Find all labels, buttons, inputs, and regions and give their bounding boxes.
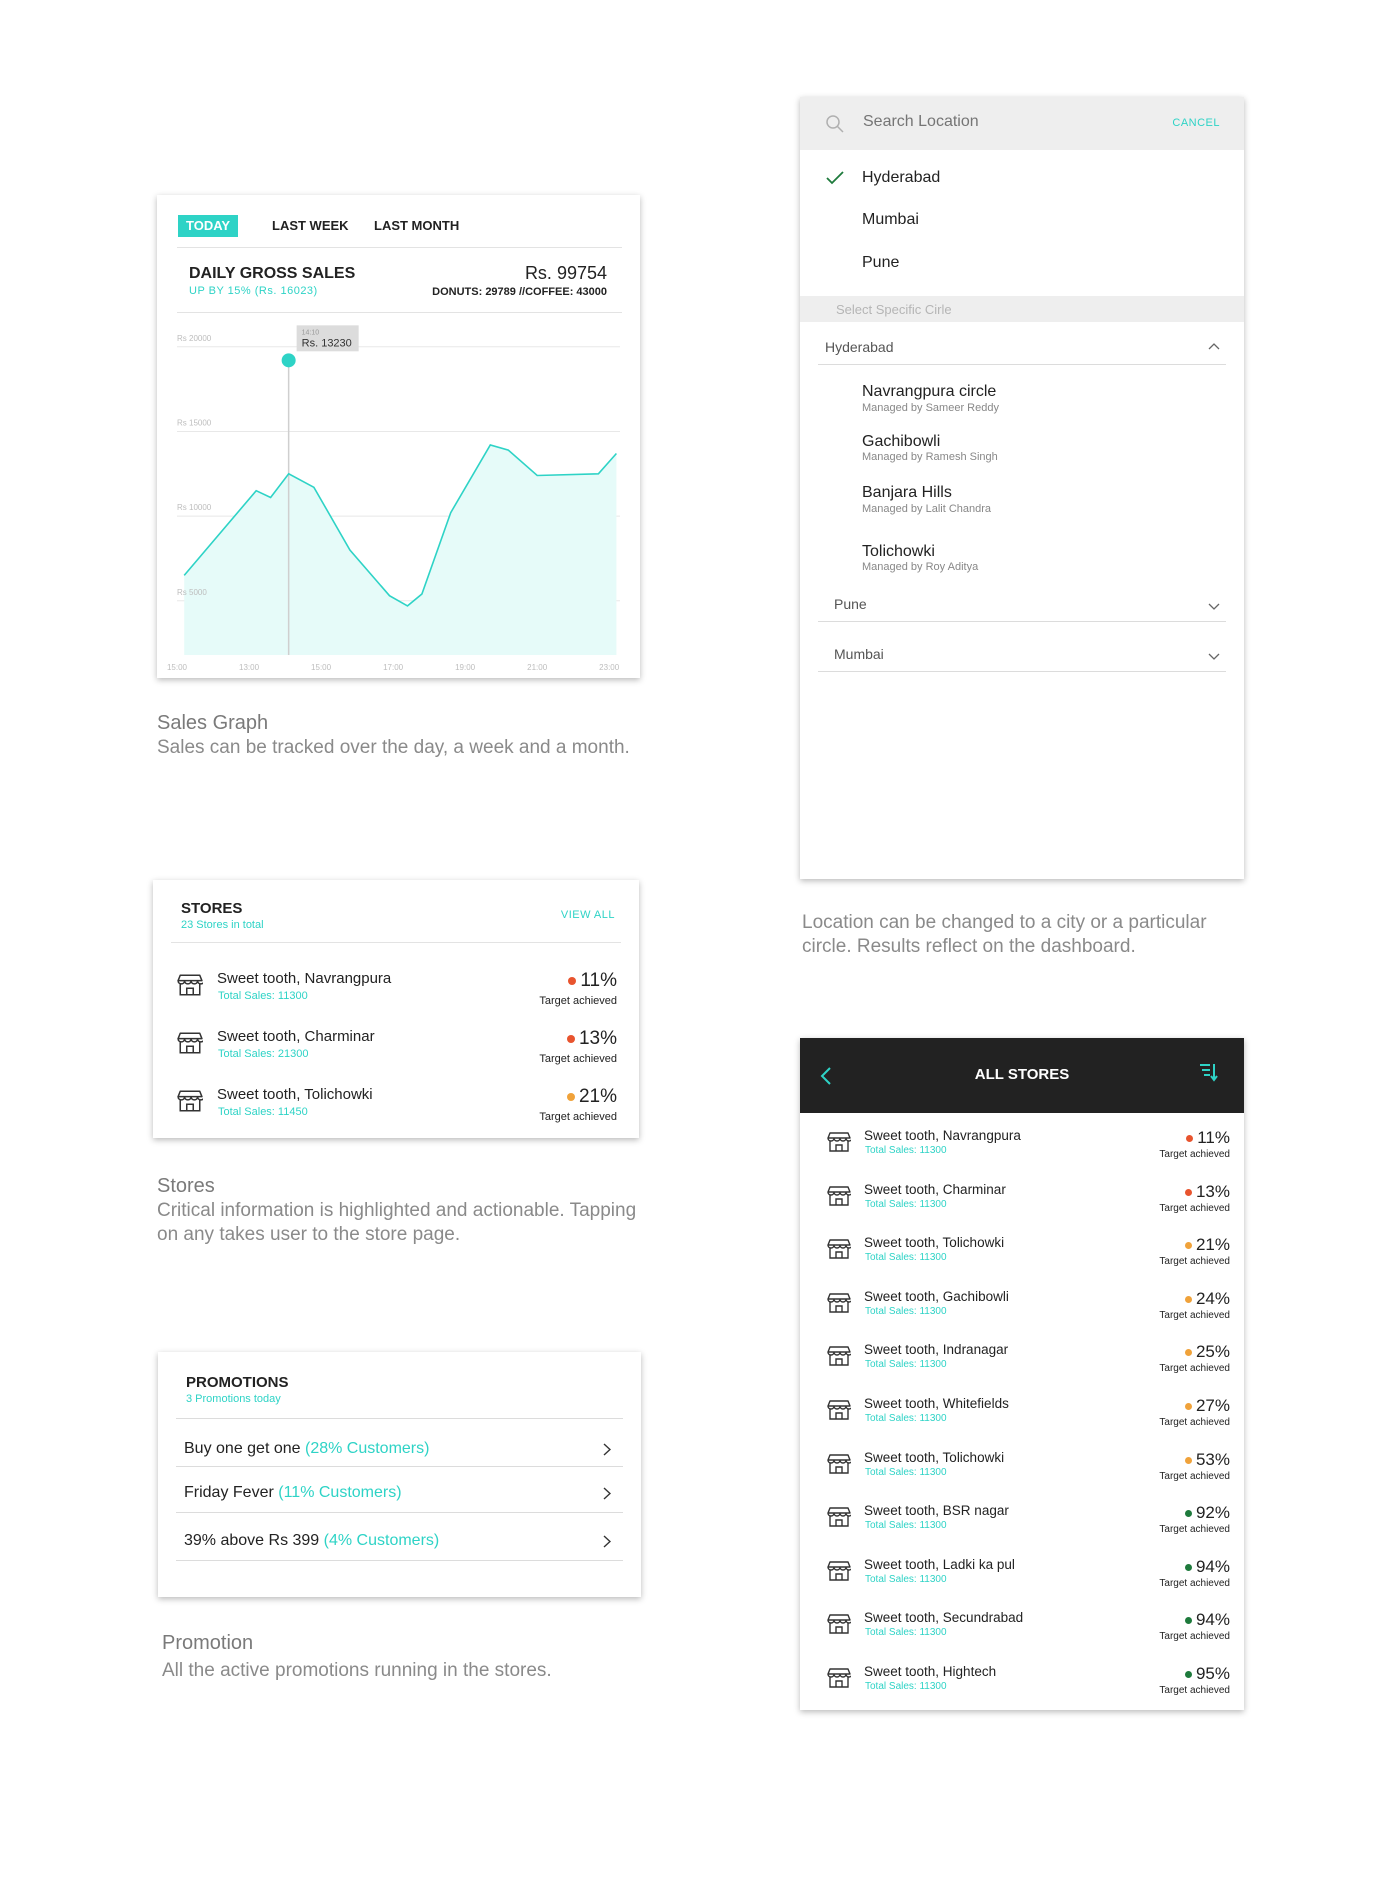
status-dot bbox=[1185, 1242, 1192, 1249]
store-row[interactable] bbox=[827, 1664, 1230, 1714]
target-status: Target achieved bbox=[1159, 1363, 1230, 1375]
store-row[interactable] bbox=[827, 1610, 1230, 1660]
promotion-caption-body: All the active promotions running in the stores. bbox=[162, 1660, 552, 1681]
store-name: Sweet tooth, Tolichowki bbox=[864, 1449, 1005, 1465]
store-name: Sweet tooth, Indranagar bbox=[864, 1342, 1009, 1358]
circle-item-name[interactable]: Navrangpura circle bbox=[862, 383, 997, 400]
target-status: Target achieved bbox=[1159, 1149, 1230, 1160]
sales-graph-caption-title: Sales Graph bbox=[157, 712, 269, 734]
target-percent: 94% bbox=[1195, 1610, 1230, 1630]
target-percent: 94% bbox=[1195, 1556, 1230, 1576]
status-dot bbox=[1185, 1617, 1192, 1624]
x-tick-label: 13:00 bbox=[239, 663, 260, 672]
store-row[interactable] bbox=[177, 1086, 617, 1140]
location-search-bar bbox=[800, 97, 1244, 150]
sales-graph-caption-body: Sales can be tracked over the day, a week and a month. bbox=[157, 737, 630, 758]
store-row[interactable] bbox=[177, 970, 617, 1024]
chart-tooltip bbox=[297, 325, 359, 351]
chevron-up-icon bbox=[1208, 342, 1220, 350]
circle-item-manager: Managed by Roy Aditya bbox=[862, 561, 979, 573]
stores-caption-title: Stores bbox=[157, 1175, 215, 1197]
check-icon bbox=[826, 171, 844, 185]
store-icon bbox=[827, 1452, 851, 1476]
status-dot bbox=[1185, 1403, 1192, 1410]
store-icon bbox=[827, 1612, 851, 1636]
chart-subtitle: UP BY 15% (Rs. 16023) bbox=[189, 285, 318, 297]
sales-chart[interactable] bbox=[157, 195, 640, 678]
store-name: Sweet tooth, Hightech bbox=[864, 1664, 997, 1679]
stores-subtitle: 23 Stores in total bbox=[181, 919, 264, 931]
store-total-sales: Total Sales: 11300 bbox=[218, 990, 308, 1002]
stores-title: STORES bbox=[181, 900, 243, 917]
search-icon bbox=[825, 114, 845, 134]
y-tick-label: Rs 15000 bbox=[177, 418, 212, 428]
chart-area bbox=[184, 445, 616, 655]
target-status: Target achieved bbox=[1159, 1256, 1230, 1268]
target-percent: 11% bbox=[580, 970, 617, 991]
target-percent: 24% bbox=[1195, 1288, 1230, 1308]
store-name: Sweet tooth, Charminar bbox=[864, 1181, 1006, 1197]
store-total-sales: Total Sales: 11300 bbox=[865, 1520, 947, 1532]
store-name: Sweet tooth, Charminar bbox=[217, 1028, 375, 1045]
all-stores-card bbox=[800, 1038, 1244, 1710]
promotion-caption-title: Promotion bbox=[162, 1632, 254, 1654]
stores-card bbox=[153, 880, 639, 1138]
store-row[interactable] bbox=[827, 1342, 1230, 1392]
store-name: Sweet tooth, Navrangpura bbox=[864, 1128, 1021, 1143]
target-percent: 21% bbox=[1195, 1235, 1230, 1255]
store-total-sales: Total Sales: 11300 bbox=[865, 1466, 947, 1478]
tab-today[interactable]: TODAY bbox=[178, 215, 238, 237]
promotion-detail: (4% Customers) bbox=[323, 1532, 440, 1549]
target-status: Target achieved bbox=[1159, 1417, 1230, 1428]
status-dot bbox=[1185, 1296, 1192, 1303]
target-status: Target achieved bbox=[1159, 1631, 1230, 1643]
city-item-hyderabad[interactable]: Hyderabad bbox=[862, 169, 941, 186]
chevron-right-icon[interactable] bbox=[603, 1443, 611, 1456]
x-tick-label: 15:00 bbox=[166, 663, 188, 672]
location-picker-card bbox=[800, 97, 1244, 879]
y-tick-label: Rs 20000 bbox=[177, 333, 212, 343]
store-icon bbox=[827, 1505, 851, 1529]
circle-item-manager: Managed by Sameer Reddy bbox=[862, 402, 999, 414]
group-pune[interactable] bbox=[818, 587, 1226, 622]
circle-item-manager: Managed by Lalit Chandra bbox=[862, 503, 992, 515]
store-total-sales: Total Sales: 11300 bbox=[865, 1573, 947, 1585]
select-circle-bar bbox=[800, 296, 1244, 322]
cancel-button[interactable]: CANCEL bbox=[1172, 117, 1220, 129]
target-status: Target achieved bbox=[1159, 1309, 1230, 1321]
store-icon bbox=[177, 1088, 203, 1114]
target-percent: 13% bbox=[578, 1028, 617, 1049]
sales-breakdown: DONUTS: 29789 //COFFEE: 43000 bbox=[432, 286, 607, 298]
target-status: Target achieved bbox=[1159, 1470, 1230, 1482]
view-all-link[interactable]: VIEW ALL bbox=[560, 909, 615, 921]
status-dot bbox=[1185, 1349, 1192, 1356]
promotion-item[interactable] bbox=[184, 1532, 439, 1550]
target-percent: 21% bbox=[578, 1086, 617, 1107]
store-name: Sweet tooth, Secundrabad bbox=[864, 1610, 1024, 1626]
store-total-sales: Total Sales: 21300 bbox=[218, 1048, 309, 1060]
location-caption-body: Location can be changed to a city or a particular circle. Results reflect on the dashboard. bbox=[802, 912, 1207, 957]
store-icon bbox=[827, 1559, 851, 1583]
store-name: Sweet tooth, BSR nagar bbox=[864, 1503, 1009, 1519]
promotion-label: Friday Fever bbox=[184, 1484, 279, 1501]
target-percent: 11% bbox=[1197, 1128, 1230, 1147]
target-status: Target achieved bbox=[1159, 1524, 1230, 1536]
store-total-sales: Total Sales: 11300 bbox=[865, 1359, 947, 1371]
store-row[interactable] bbox=[827, 1289, 1230, 1339]
chart-title: DAILY GROSS SALES bbox=[189, 265, 356, 282]
tab-last-month[interactable]: LAST MONTH bbox=[374, 218, 460, 233]
target-status: Target achieved bbox=[1159, 1685, 1230, 1696]
promotions-divider bbox=[176, 1512, 623, 1513]
store-total-sales: Total Sales: 11300 bbox=[865, 1252, 947, 1264]
store-icon bbox=[827, 1398, 851, 1422]
status-dot bbox=[1186, 1135, 1193, 1142]
circle-item-name[interactable]: Tolichowki bbox=[862, 543, 935, 560]
target-percent: 92% bbox=[1195, 1503, 1230, 1523]
promotions-divider bbox=[176, 1466, 623, 1467]
store-name: Sweet tooth, Tolichowki bbox=[217, 1086, 373, 1103]
status-dot bbox=[568, 977, 576, 985]
promotion-detail: (11% Customers) bbox=[278, 1484, 402, 1501]
status-dot bbox=[1185, 1564, 1192, 1571]
store-name: Sweet tooth, Navrangpura bbox=[217, 970, 392, 987]
store-total-sales: Total Sales: 11300 bbox=[865, 1145, 947, 1156]
all-stores-header bbox=[800, 1038, 1244, 1113]
store-icon bbox=[827, 1344, 851, 1368]
store-name: Sweet tooth, Whitefields bbox=[864, 1396, 1009, 1411]
promotion-item[interactable] bbox=[184, 1440, 429, 1458]
store-row[interactable] bbox=[827, 1503, 1230, 1553]
group-label: Mumbai bbox=[834, 646, 884, 662]
store-icon bbox=[827, 1291, 851, 1315]
target-status: Target achieved bbox=[1159, 1202, 1230, 1214]
store-icon bbox=[827, 1184, 851, 1208]
store-total-sales: Total Sales: 11300 bbox=[865, 1305, 947, 1317]
status-dot bbox=[1185, 1457, 1192, 1464]
x-tick-label: 15:00 bbox=[311, 663, 332, 672]
store-total-sales: Total Sales: 11300 bbox=[865, 1198, 947, 1210]
store-row[interactable] bbox=[827, 1450, 1230, 1500]
stores-divider bbox=[171, 942, 621, 943]
store-icon bbox=[827, 1130, 851, 1154]
store-icon bbox=[827, 1666, 851, 1690]
select-circle-label: Select Specific Cirle bbox=[836, 302, 952, 317]
store-total-sales: Total Sales: 11450 bbox=[218, 1106, 308, 1118]
store-total-sales: Total Sales: 11300 bbox=[865, 1413, 947, 1424]
circle-item-name[interactable]: Banjara Hills bbox=[862, 484, 952, 501]
tab-last-week[interactable]: LAST WEEK bbox=[272, 218, 349, 233]
group-label: Pune bbox=[834, 596, 867, 612]
promotions-divider bbox=[176, 1560, 623, 1561]
group-hyderabad[interactable] bbox=[818, 330, 1226, 365]
status-dot bbox=[1185, 1510, 1192, 1517]
x-tick-label: 17:00 bbox=[383, 663, 404, 672]
tooltip-value: Rs. 13230 bbox=[301, 337, 352, 350]
chevron-down-icon bbox=[1208, 603, 1220, 611]
store-icon bbox=[177, 972, 203, 998]
promotion-detail: (28% Customers) bbox=[304, 1440, 430, 1457]
city-item-mumbai[interactable]: Mumbai bbox=[862, 211, 919, 228]
store-name: Sweet tooth, Tolichowki bbox=[864, 1235, 1005, 1251]
store-row[interactable] bbox=[827, 1235, 1230, 1285]
group-label: Hyderabad bbox=[825, 339, 894, 355]
x-tick-label: 23:00 bbox=[599, 663, 620, 672]
sales-graph-card bbox=[157, 195, 640, 678]
status-dot bbox=[567, 1093, 575, 1101]
status-dot bbox=[1185, 1671, 1192, 1678]
y-tick-label: Rs 5000 bbox=[177, 587, 207, 597]
sales-total: Rs. 99754 bbox=[524, 263, 607, 283]
stores-caption-body: Critical information is highlighted and actionable. Tapping on any takes user to the store page. bbox=[157, 1200, 637, 1245]
target-status: Target achieved bbox=[539, 995, 617, 1007]
location-search-input[interactable] bbox=[863, 113, 1143, 131]
store-row[interactable] bbox=[827, 1182, 1230, 1232]
chart-marker-dot[interactable] bbox=[282, 353, 296, 367]
chevron-down-icon bbox=[1208, 653, 1220, 661]
target-percent: 95% bbox=[1195, 1664, 1230, 1683]
store-name: Sweet tooth, Gachibowli bbox=[864, 1288, 1009, 1304]
status-dot bbox=[567, 1035, 575, 1043]
target-status: Target achieved bbox=[539, 1111, 617, 1123]
promotions-title: PROMOTIONS bbox=[186, 1374, 289, 1391]
sort-icon[interactable] bbox=[1198, 1062, 1218, 1082]
target-status: Target achieved bbox=[539, 1053, 617, 1065]
target-status: Target achieved bbox=[1159, 1577, 1230, 1589]
store-row[interactable] bbox=[827, 1128, 1230, 1178]
tooltip-time: 14:10 bbox=[301, 329, 320, 337]
chevron-right-icon[interactable] bbox=[603, 1535, 611, 1548]
promotion-label: Buy one get one bbox=[184, 1440, 305, 1457]
status-dot bbox=[1185, 1189, 1192, 1196]
x-tick-label: 19:00 bbox=[455, 663, 476, 672]
y-tick-label: Rs 10000 bbox=[177, 503, 212, 513]
chevron-right-icon[interactable] bbox=[603, 1487, 611, 1500]
target-percent: 13% bbox=[1195, 1181, 1230, 1201]
store-total-sales: Total Sales: 11300 bbox=[865, 1627, 947, 1639]
store-name: Sweet tooth, Ladki ka pul bbox=[864, 1556, 1015, 1572]
promotion-label: 39% above Rs 399 bbox=[184, 1532, 324, 1549]
store-icon bbox=[827, 1237, 851, 1261]
circle-item-name[interactable]: Gachibowli bbox=[862, 433, 941, 450]
promotions-subtitle: 3 Promotions today bbox=[186, 1393, 281, 1405]
promotions-card bbox=[158, 1352, 641, 1597]
target-percent: 25% bbox=[1195, 1342, 1230, 1362]
city-item-pune[interactable]: Pune bbox=[862, 254, 900, 271]
store-total-sales: Total Sales: 11300 bbox=[865, 1681, 947, 1692]
group-mumbai[interactable] bbox=[818, 637, 1226, 672]
promotion-item[interactable] bbox=[184, 1484, 402, 1502]
store-row[interactable] bbox=[177, 1028, 617, 1082]
store-row[interactable] bbox=[827, 1557, 1230, 1607]
promotions-divider bbox=[176, 1418, 623, 1419]
x-tick-label: 21:00 bbox=[527, 663, 548, 672]
store-row[interactable] bbox=[827, 1396, 1230, 1446]
all-stores-title: ALL STORES bbox=[974, 1066, 1070, 1083]
target-percent: 27% bbox=[1195, 1396, 1230, 1415]
target-percent: 53% bbox=[1195, 1449, 1230, 1469]
store-icon bbox=[177, 1030, 203, 1056]
circle-item-manager: Managed by Ramesh Singh bbox=[862, 451, 998, 463]
